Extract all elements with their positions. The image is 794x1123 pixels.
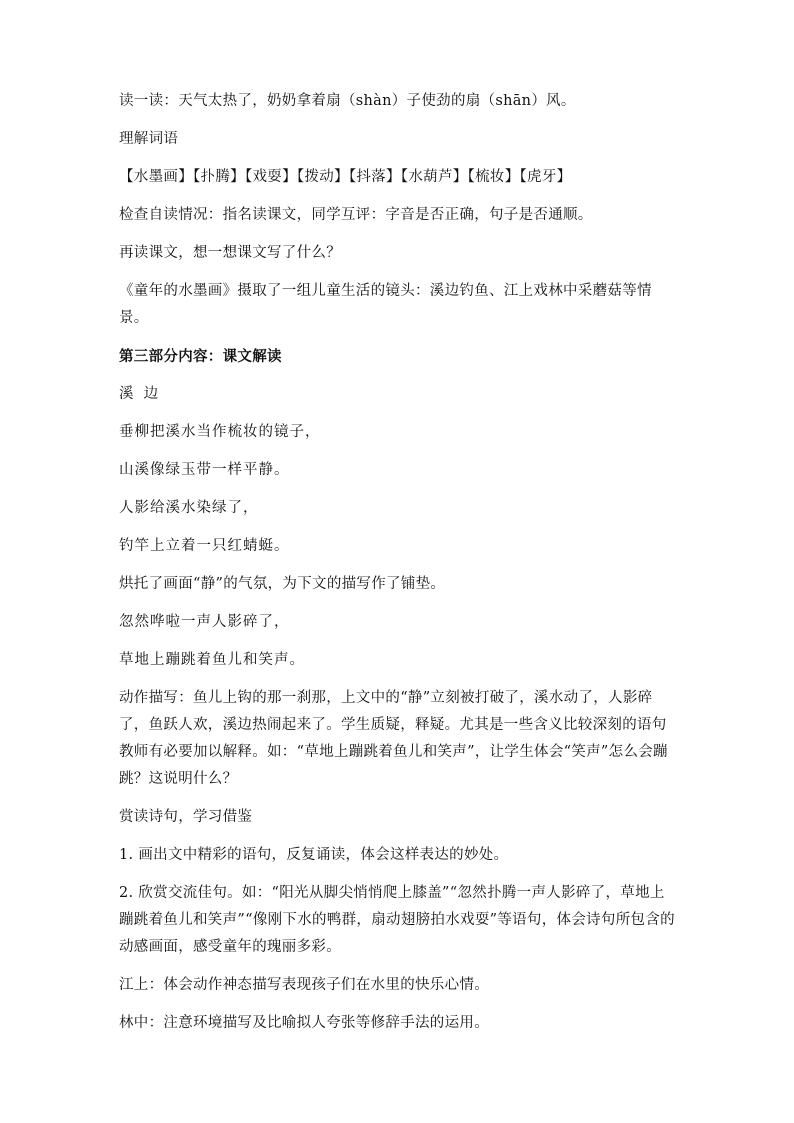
understand-words-heading: 理解词语 xyxy=(119,131,179,147)
verse-line: 忽然哗啦一声人影碎了， xyxy=(119,614,290,630)
atmosphere-note: 烘托了画面“静”的气氛，为下文的描写作了铺垫。 xyxy=(119,576,446,592)
document-page xyxy=(119,88,679,1048)
appreciate-heading: 赏读诗句，学习借鉴 xyxy=(119,809,253,825)
word-list: 【水墨画】【扑腾】【戏耍】【拨动】【抖落】【水葫芦】【梳妆】【虎牙】 xyxy=(119,169,572,185)
part-three-heading: 第三部分内容：课文解读 xyxy=(119,348,282,365)
verse-line: 人影给溪水染绿了， xyxy=(119,500,259,516)
reread-question: 再读课文，想一想课文写了什么？ xyxy=(119,245,341,261)
step-2: 2. 欣赏交流佳句。如：“阳光从脚尖悄悄爬上膝盖”“忽然扑腾一声人影碎了，草地上蹦跳着鱼儿和笑声”“像刚下水的鸭群，扇动翅膀拍水戏耍”等语句，体会诗句所包含的动感画面，感受童年的瑰丽多彩。 xyxy=(119,885,675,955)
verse-line: 山溪像绿玉带一样平静。 xyxy=(119,462,290,478)
step-1: 1. 画出文中精彩的语句，反复诵读，体会这样表达的妙处。 xyxy=(119,847,509,863)
action-description: 动作描写：鱼儿上钩的那一刹那，上文中的“静”立刻被打破了，溪水动了，人影碎了，鱼跃人欢，溪边热闹起来了。学生质疑，释疑。尤其是一些含义比较深刻的语句教师有必要加以解释。如：“草地上蹦跳着鱼儿和笑声”，让学生体会“笑声”怎么会蹦跳？这说明什么？ xyxy=(119,690,668,787)
poem-section-title: 溪 边 xyxy=(119,386,159,402)
check-reading: 检查自读情况：指名读课文，同学互评：字音是否正确，句子是否通顺。 xyxy=(119,207,593,223)
verse-line: 草地上蹦跳着鱼儿和笑声。 xyxy=(119,652,305,668)
summary: 《童年的水墨画》摄取了一组儿童生活的镜头：溪边钓鱼、江上戏林中采蘑菇等情景。 xyxy=(119,283,652,326)
read-line: 读一读：天气太热了，奶奶拿着扇（shàn）子使劲的扇（shān）风。 xyxy=(119,93,576,109)
verse-line: 钓竿上立着一只红蜻蜓。 xyxy=(119,538,290,554)
river-note: 江上：体会动作神态描写表现孩子们在水里的快乐心情。 xyxy=(119,977,489,993)
verse-line: 垂柳把溪水当作梳妆的镜子， xyxy=(119,424,321,440)
forest-note: 林中：注意环境描写及比喻拟人夸张等修辞手法的运用。 xyxy=(119,1015,489,1031)
